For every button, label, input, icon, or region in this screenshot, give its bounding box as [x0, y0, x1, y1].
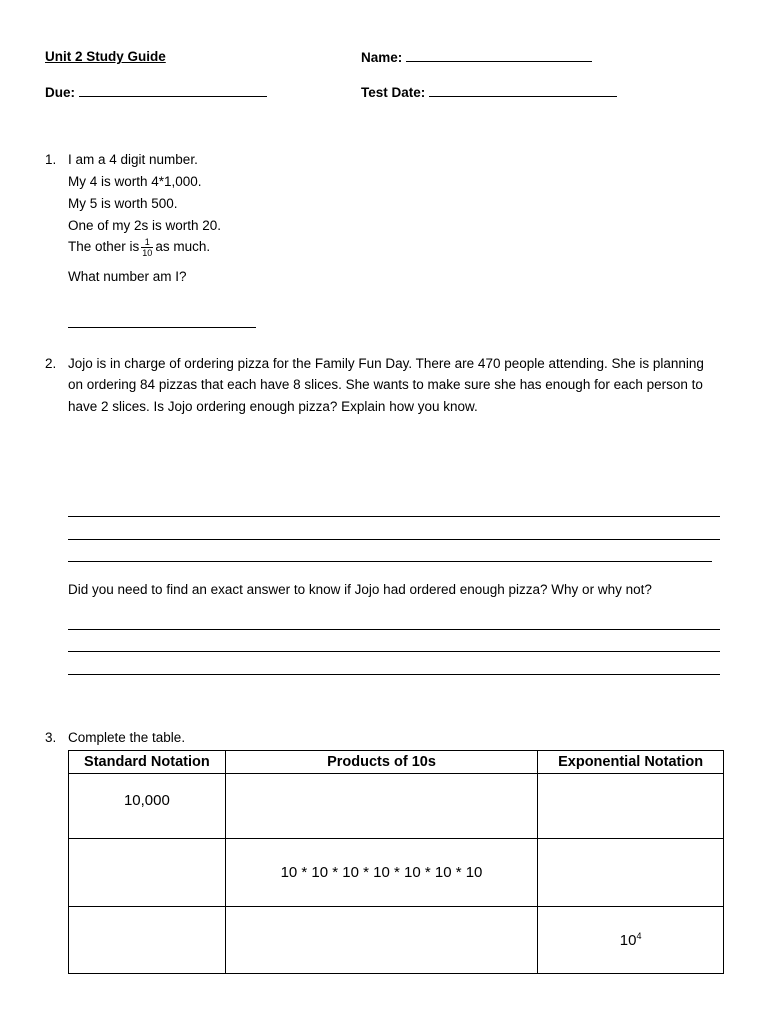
- q3-number: 3.: [45, 730, 57, 745]
- table-cell[interactable]: [538, 774, 724, 839]
- name-blank[interactable]: [406, 49, 592, 62]
- q1-line: My 5 is worth 500.: [68, 196, 178, 211]
- q1-line: I am a 4 digit number.: [68, 152, 198, 167]
- table-cell: 10,000: [69, 774, 226, 839]
- test-date-label: Test Date:: [361, 85, 426, 100]
- q1-number: 1.: [45, 152, 57, 167]
- power-base: 10: [619, 931, 637, 949]
- table-cell: 10 * 10 * 10 * 10 * 10 * 10 * 10: [225, 839, 537, 906]
- q2-answer-line[interactable]: [68, 516, 720, 517]
- notation-table: [68, 750, 724, 974]
- q2-followup-answer-line[interactable]: [68, 674, 720, 675]
- q2-line: have 2 slices. Is Jojo ordering enough pizza? Explain how you know.: [68, 399, 478, 414]
- table-cell[interactable]: [69, 906, 226, 973]
- q1-line: One of my 2s is worth 20.: [68, 218, 222, 233]
- test-date-blank[interactable]: [429, 84, 617, 97]
- q2-followup-answer-line[interactable]: [68, 629, 720, 630]
- column-header: Products of 10s: [225, 751, 537, 774]
- table-cell[interactable]: [225, 906, 537, 973]
- table-cell[interactable]: [538, 839, 724, 906]
- q2-answer-line[interactable]: [68, 561, 712, 562]
- q1-fraction-line: [68, 237, 210, 258]
- q2-line: on ordering 84 pizzas that each have 8 slices. She wants to make sure she has enough for each person to: [68, 377, 703, 392]
- q1-other-prefix: The other is: [68, 239, 140, 255]
- q2-line: Jojo is in charge of ordering pizza for the Family Fun Day. There are 470 people attending. She is planning: [68, 356, 704, 371]
- power-exponent: 4: [636, 930, 642, 941]
- table-cell[interactable]: [69, 839, 226, 906]
- q1-line: My 4 is worth 4*1,000.: [68, 174, 202, 189]
- due-label: Due:: [45, 85, 75, 100]
- q1-other-suffix: as much.: [155, 239, 211, 255]
- fraction: [141, 237, 153, 258]
- name-label: Name:: [361, 50, 403, 65]
- due-field[interactable]: [45, 84, 267, 100]
- fraction-numerator: 1: [141, 237, 153, 248]
- q1-question: What number am I?: [68, 269, 187, 284]
- q2-followup-answer-line[interactable]: [68, 651, 720, 652]
- table-header-row: [69, 751, 724, 774]
- test-date-field[interactable]: [361, 84, 617, 100]
- table-row: [69, 906, 724, 973]
- column-header: Exponential Notation: [538, 751, 724, 774]
- q2-answer-line[interactable]: [68, 539, 720, 540]
- page-title: Unit 2 Study Guide: [45, 49, 166, 64]
- due-blank[interactable]: [79, 84, 267, 97]
- name-field[interactable]: [361, 49, 592, 65]
- table-row: [69, 774, 724, 839]
- q2-number: 2.: [45, 356, 57, 371]
- table-cell-exponential: [538, 906, 724, 973]
- q2-followup: Did you need to find an exact answer to know if Jojo had ordered enough pizza? Why or why not?: [68, 582, 652, 597]
- table-row: [69, 839, 724, 906]
- q1-answer-blank[interactable]: [68, 327, 256, 328]
- column-header: Standard Notation: [69, 751, 226, 774]
- table-cell[interactable]: [225, 774, 537, 839]
- q3-prompt: Complete the table.: [68, 730, 186, 745]
- fraction-denominator: 10: [142, 248, 153, 258]
